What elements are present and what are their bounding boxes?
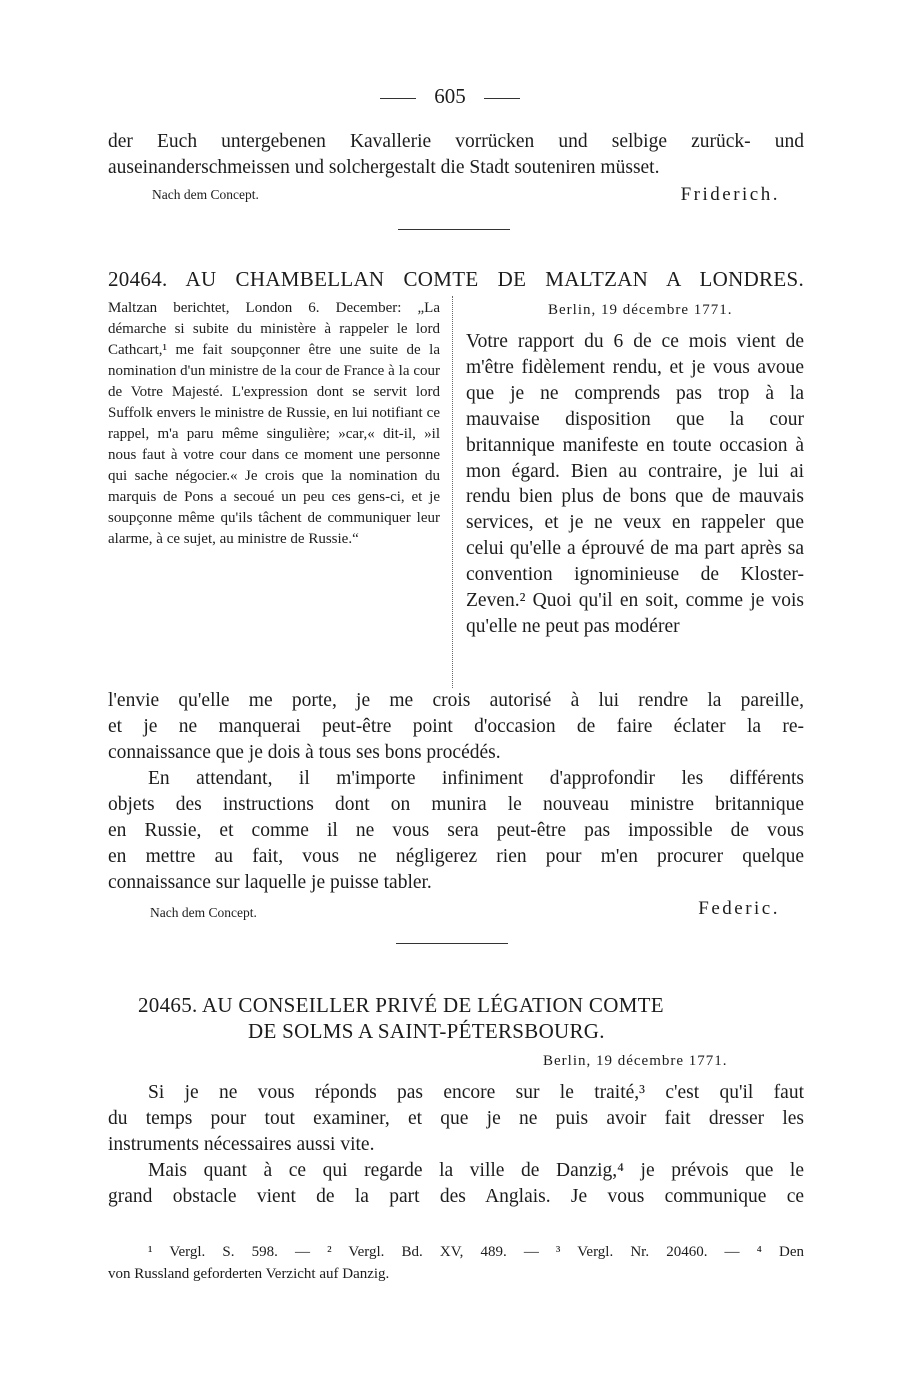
paragraph-line-2: objets des instructions dont on munira le nouveau ministre britannique [108, 794, 804, 815]
section-divider [398, 229, 510, 230]
source-note: Nach dem Concept. [150, 905, 257, 920]
signature: Federic. [698, 898, 780, 919]
footnotes [108, 1241, 804, 1285]
paragraph-line-1: En attendant, il m'importe infiniment d'approfondir les différents [148, 768, 804, 789]
signature: Friderich. [680, 184, 780, 205]
dateline: Berlin, 19 décembre 1771. [548, 302, 733, 318]
header-dash-right [484, 98, 520, 99]
paragraph-line-4: en mettre au fait, vous ne négligerez rien pour m'en procurer quelque [108, 846, 804, 867]
footnote-line-2: von Russland geforderten Verzicht auf Danzig. [108, 1266, 390, 1282]
column-text: Votre rapport du 6 de ce mois vient de m'être fidèlement rendu, et je vous avoue que je ne comprends pas trop à la mauvaise disposition que la cour britannique manifeste en toute occasion à mon égard. Bien au contraire, je lui ai rendu bien plus de bons que de mauvais services, et je ne veux en rappeler que celui qu'elle a éprouvé de ma part après sa convention ignominieuse de Kloster-Zeven.² Quoi qu'il en soit, comme je vois qu'elle ne peut pas modérer [466, 331, 804, 637]
page-number: 605 [434, 84, 466, 108]
paragraph-line-3: instruments nécessaires aussi vite. [108, 1134, 375, 1155]
letter-heading: 20464. AU CHAMBELLAN COMTE DE MALTZAN A LONDRES. [108, 267, 804, 291]
intro-line-2: auseinanderschmeissen und solchergestalt die Stadt souteniren müsset. [108, 157, 660, 178]
paragraph-line-5: grand obstacle vient de la part des Anglais. Je vous communique ce [108, 1186, 804, 1207]
paragraph-line-4: Mais quant à ce qui regarde la ville de Danzig,⁴ je prévois que le [148, 1160, 804, 1181]
letter-heading-line-1: 20465. AU CONSEILLER PRIVÉ DE LÉGATION COMTE [138, 993, 664, 1017]
letter-summary [108, 298, 440, 550]
source-note: Nach dem Concept. [152, 187, 259, 202]
paragraph-line-5: connaissance sur laquelle je puisse tabler. [108, 872, 432, 893]
header-dash-left [380, 98, 416, 99]
letter-column-text [466, 329, 804, 640]
paragraph-line-3: en Russie, et comme il ne vous sera peut-être pas impossible de vous [108, 820, 804, 841]
page-header [0, 84, 900, 109]
dateline: Berlin, 19 décembre 1771. [543, 1053, 728, 1069]
intro-line-1: der Euch untergebenen Kavallerie vorrücken und selbige zurück- und [108, 131, 804, 152]
paragraph-line-2: du temps pour tout examiner, et que je ne puis avoir fait dresser les [108, 1108, 804, 1129]
letter-heading-line-2: DE SOLMS A SAINT-PÉTERSBOURG. [248, 1019, 605, 1043]
column-divider [452, 296, 453, 688]
summary-text: Maltzan berichtet, London 6. December: „La démarche si subite du ministère à rappeler le lord Cathcart,¹ me fait soupçonner être une suite de la nomination d'un ministre de la cour de France à la cour de Votre Majesté. L'expression dont se servit lord Suffolk envers le ministre de Russie, en lui notifiant ce rappel, m'a paru même singulière; »car,« dit-il, »il nous faut à votre cour dans ce moment une personne qui sache négocier.« Je crois que la nomination du marquis de Pons a secoué un peu ces gens-ci, et je soupçonne même qu'ils tâchent de communiquer leur alarme, à ce sujet, au ministre de Russie.“ [108, 300, 440, 547]
continuation-line-3: connaissance que je dois à tous ses bons procédés. [108, 742, 501, 763]
continuation-line-1: l'envie qu'elle me porte, je me crois autorisé à lui rendre la pareille, [108, 690, 804, 711]
footnote-line-1: ¹ Vergl. S. 598. — ² Vergl. Bd. XV, 489. — ³ Vergl. Nr. 20460. — ⁴ Den [148, 1244, 804, 1260]
section-divider [396, 943, 508, 944]
paragraph-line-1: Si je ne vous réponds pas encore sur le traité,³ c'est qu'il faut [148, 1082, 804, 1103]
continuation-line-2: et je ne manquerai peut-être point d'occasion de faire éclater la re- [108, 716, 804, 737]
